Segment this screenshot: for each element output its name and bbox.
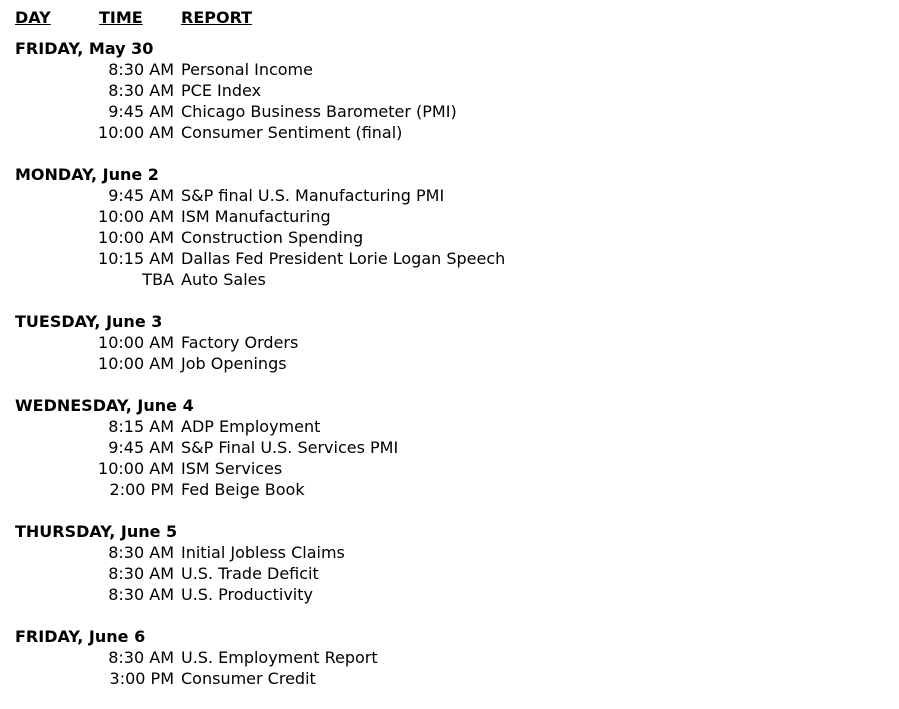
event-time: 10:00 AM	[98, 207, 174, 226]
event-time: 8:30 AM	[108, 564, 174, 583]
event-report: S&P Final U.S. Services PMI	[181, 438, 399, 457]
event-time: 10:00 AM	[98, 228, 174, 247]
event-report: Construction Spending	[181, 228, 364, 247]
day-section	[15, 521, 885, 605]
event-time: 9:45 AM	[108, 186, 174, 205]
days-list	[15, 38, 885, 689]
day-title: TUESDAY, June 3	[15, 312, 163, 331]
event-report: Fed Beige Book	[181, 480, 305, 499]
event-report: ADP Employment	[181, 417, 321, 436]
event-time: 3:00 PM	[109, 669, 174, 688]
event-time: 10:00 AM	[98, 459, 174, 478]
event-row	[15, 269, 885, 290]
event-time: 9:45 AM	[108, 102, 174, 121]
event-row	[15, 122, 885, 143]
event-time: 10:00 AM	[98, 354, 174, 373]
event-row	[15, 59, 885, 80]
event-row	[15, 437, 885, 458]
event-row	[15, 101, 885, 122]
event-time: 2:00 PM	[109, 480, 174, 499]
header-report: REPORT	[181, 8, 253, 27]
event-report: ISM Manufacturing	[181, 207, 331, 226]
day-title: FRIDAY, May 30	[15, 39, 154, 58]
event-time: 9:45 AM	[108, 438, 174, 457]
event-report: PCE Index	[181, 81, 262, 100]
event-report: U.S. Employment Report	[181, 648, 378, 667]
event-row	[15, 542, 885, 563]
event-row	[15, 584, 885, 605]
column-headers	[15, 7, 885, 28]
event-time: 8:30 AM	[108, 585, 174, 604]
event-report: Job Openings	[181, 354, 287, 373]
day-section	[15, 164, 885, 290]
event-report: Initial Jobless Claims	[181, 543, 345, 562]
event-report: Consumer Sentiment (final)	[181, 123, 403, 142]
day-title: MONDAY, June 2	[15, 165, 159, 184]
event-row	[15, 353, 885, 374]
day-section	[15, 38, 885, 143]
event-report: Personal Income	[181, 60, 313, 79]
event-report: Chicago Business Barometer (PMI)	[181, 102, 457, 121]
event-row	[15, 332, 885, 353]
event-time: 8:30 AM	[108, 60, 174, 79]
event-row	[15, 248, 885, 269]
economic-calendar	[15, 7, 885, 689]
event-report: U.S. Trade Deficit	[181, 564, 319, 583]
event-report: S&P final U.S. Manufacturing PMI	[181, 186, 445, 205]
event-time: 8:30 AM	[108, 648, 174, 667]
event-time: 10:15 AM	[98, 249, 174, 268]
day-title: THURSDAY, June 5	[15, 522, 178, 541]
event-report: Factory Orders	[181, 333, 299, 352]
header-time: TIME	[99, 8, 143, 27]
event-row	[15, 227, 885, 248]
event-report: Consumer Credit	[181, 669, 316, 688]
event-report: Auto Sales	[181, 270, 266, 289]
event-time: 8:15 AM	[108, 417, 174, 436]
event-time: 10:00 AM	[98, 333, 174, 352]
event-row	[15, 416, 885, 437]
event-row	[15, 647, 885, 668]
event-time: 8:30 AM	[108, 543, 174, 562]
event-time: TBA	[142, 270, 174, 289]
event-row	[15, 563, 885, 584]
day-section	[15, 626, 885, 689]
event-row	[15, 668, 885, 689]
event-time: 10:00 AM	[98, 123, 174, 142]
event-report: Dallas Fed President Lorie Logan Speech	[181, 249, 506, 268]
event-row	[15, 80, 885, 101]
event-row	[15, 458, 885, 479]
event-report: U.S. Productivity	[181, 585, 313, 604]
day-section	[15, 395, 885, 500]
event-time: 8:30 AM	[108, 81, 174, 100]
day-section	[15, 311, 885, 374]
header-day: DAY	[15, 8, 51, 27]
day-title: FRIDAY, June 6	[15, 627, 146, 646]
event-report: ISM Services	[181, 459, 283, 478]
event-row	[15, 479, 885, 500]
event-row	[15, 206, 885, 227]
day-title: WEDNESDAY, June 4	[15, 396, 194, 415]
event-row	[15, 185, 885, 206]
